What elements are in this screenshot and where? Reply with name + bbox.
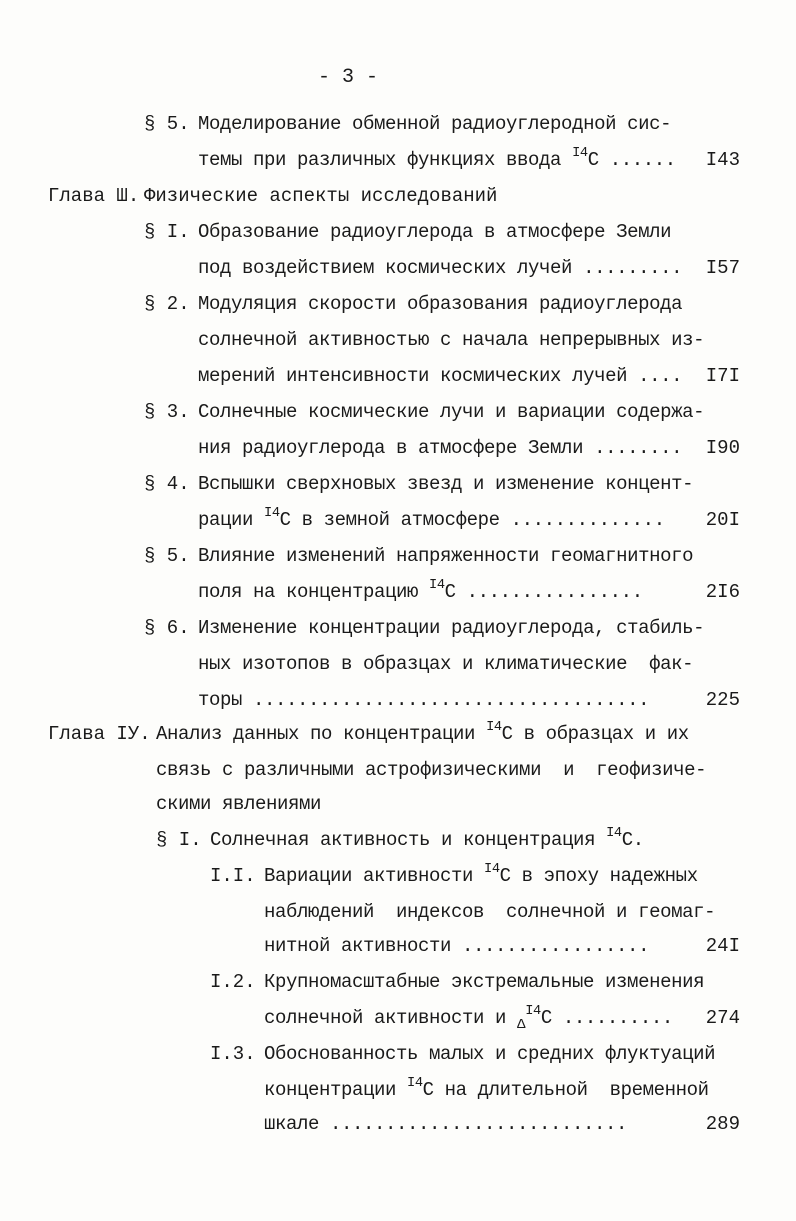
page-ref: 24I — [705, 935, 740, 957]
toc-line: мерений интенсивности космических лучей .... — [198, 365, 683, 387]
toc-line: наблюдений индексов солнечной и геомаг- — [264, 901, 716, 923]
toc-line: солнечной активности и $_\Delta^{I4}$C .......... — [264, 1003, 673, 1033]
page-ref: I57 — [705, 257, 740, 279]
toc-line: Крупномасштабные экстремальные изменения — [264, 971, 705, 993]
toc-line: торы .................................... — [198, 689, 650, 711]
subsection-marker: I.3. — [210, 1043, 256, 1065]
page-ref: 225 — [705, 689, 740, 711]
chapter-label: Глава IУ. — [48, 723, 151, 745]
section-marker: § 5. — [144, 113, 190, 135]
section-marker: § 5. — [144, 545, 190, 567]
chapter-title: скими явлениями — [156, 793, 322, 815]
page-ref: I7I — [705, 365, 740, 387]
toc-line: солнечной активностью с начала непрерывных из- — [198, 329, 705, 351]
toc-line: шкале ........................... — [264, 1113, 628, 1135]
page-ref: I43 — [705, 149, 740, 171]
page-ref: 20I — [705, 509, 740, 531]
toc-line: под воздействием космических лучей ......... — [198, 257, 683, 279]
subsection-marker: I.I. — [210, 865, 256, 887]
page-number: - 3 - — [318, 66, 379, 89]
chapter-label: Глава Ш. — [48, 185, 140, 207]
section-marker: § I. — [144, 221, 190, 243]
delta-symbol: Δ — [517, 1016, 526, 1033]
toc-line: темы при различных функциях ввода $^{I4}$C ...... — [198, 145, 676, 171]
toc-line: рации $^{I4}$C в земной атмосфере .............. — [198, 505, 665, 531]
toc-line: Солнечные космические лучи и вариации содержа- — [198, 401, 705, 423]
toc-line: Моделирование обменной радиоуглеродной сис- — [198, 113, 672, 135]
toc-line: Вспышки сверхновых звезд и изменение концент- — [198, 473, 694, 495]
page-ref: 289 — [705, 1113, 740, 1135]
toc-line: поля на концентрацию $^{I4}$C ................ — [198, 577, 643, 603]
chapter-title: связь с различными астрофизическими и геофизиче- — [156, 759, 707, 781]
subsection-marker: I.2. — [210, 971, 256, 993]
toc-line: Образование радиоуглерода в атмосфере Земли — [198, 221, 672, 243]
chapter-title: Физические аспекты исследований — [144, 185, 498, 207]
chapter-title: Анализ данных по концентрации $^{I4}$C в образцах и их — [156, 719, 689, 745]
toc-line: Влияние изменений напряженности геомагнитного — [198, 545, 694, 567]
toc-line: ных изотопов в образцах и климатические фак- — [198, 653, 694, 675]
toc-line: Модуляция скорости образования радиоуглерода — [198, 293, 683, 315]
toc-line: Изменение концентрации радиоуглерода, стабиль- — [198, 617, 705, 639]
toc-line: ния радиоуглерода в атмосфере Земли ........ — [198, 437, 683, 459]
page-ref: I90 — [705, 437, 740, 459]
toc-line: нитной активности ................. — [264, 935, 650, 957]
toc-line: Вариации активности $^{I4}$C в эпоху надежных — [264, 861, 698, 887]
section-marker: § 6. — [144, 617, 190, 639]
section-marker: § 3. — [144, 401, 190, 423]
section-marker: § 4. — [144, 473, 190, 495]
page-ref: 274 — [705, 1007, 740, 1029]
section-marker: § I. — [156, 829, 202, 851]
toc-line: концентрации $^{I4}$C на длительной временной — [264, 1075, 709, 1101]
section-title: Солнечная активность и концентрация $^{I4}$C. — [210, 825, 644, 851]
toc-line: Обоснованность малых и средних флуктуаций — [264, 1043, 716, 1065]
page-ref: 2I6 — [705, 581, 740, 603]
section-marker: § 2. — [144, 293, 190, 315]
